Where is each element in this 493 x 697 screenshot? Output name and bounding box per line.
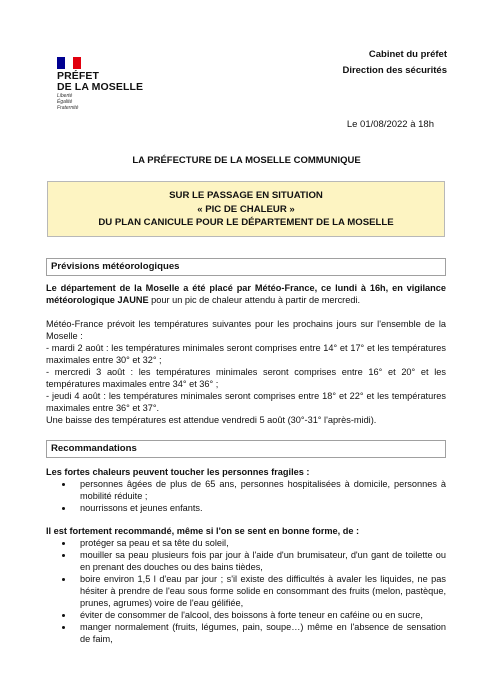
forecast-day-thursday: - jeudi 4 août : les températures minimales seront comprises entre 18° et 22° et les températures maximales entre 36° et 37°. [46, 391, 446, 413]
logo-line2: DE LA MOSELLE [57, 81, 144, 93]
forecast-closing: Une baisse des températures est attendue vendredi 5 août (30°-31° l'après-midi). [46, 415, 377, 425]
sender-direction: Direction des sécurités [342, 64, 447, 76]
forecast-intro: Météo-France prévoit les températures suivantes pour les prochains jours sur l'ensemble de la Moselle : [46, 319, 446, 341]
flag-white [65, 57, 73, 69]
fragile-heading-text: Les fortes chaleurs peuvent toucher les personnes fragiles : [46, 467, 310, 477]
list-item: • éviter de consommer de l'alcool, des boissons à forte teneur en caféine ou en sucre, [74, 609, 446, 621]
fragile-list [46, 478, 446, 514]
prefecture-logo-text [57, 71, 143, 93]
advice-heading [46, 525, 446, 537]
logo-line1: PRÉFET [57, 70, 100, 82]
section-title-forecast: Prévisions météorologiques [46, 258, 446, 276]
republic-motto [57, 93, 78, 111]
vigilance-paragraph [46, 282, 446, 306]
vigilance-bold: Le département de la Moselle a été placé par Météo-France, ce lundi à 16h, en vigilance météorologique JAUNE [46, 283, 446, 305]
title-banner [47, 181, 445, 237]
forecast-day-tuesday: - mardi 2 août : les températures minimales seront comprises entre 14° et 17° et les températures maximales entre 30° et 32° ; [46, 343, 446, 365]
vigilance-rest: pour un pic de chaleur attendu à partir de mercredi. [148, 295, 361, 305]
advice-heading-text: Il est fortement recommandé, même si l'on se sent en bonne forme, de : [46, 526, 360, 536]
list-item: • nourrissons et jeunes enfants. [74, 502, 446, 514]
forecast-body [46, 282, 446, 426]
section-title-recommendations: Recommandations [46, 440, 446, 458]
motto-egalite: Égalité [57, 99, 73, 105]
flag-red [73, 57, 81, 69]
sender-block [342, 47, 447, 78]
fragile-heading [46, 466, 446, 478]
list-item: • mouiller sa peau plusieurs fois par jour à l'aide d'un brumisateur, d'un gant de toilette ou en prenant des douches ou des bains tièdes, [74, 549, 446, 573]
document-date: Le 01/08/2022 à 18h [346, 119, 434, 130]
list-item: • protéger sa peau et sa tête du soleil, [74, 537, 446, 549]
banner-line1: SUR LE PASSAGE EN SITUATION [169, 190, 323, 201]
motto-fraternite: Fraternité [57, 105, 79, 111]
list-item: • personnes âgées de plus de 65 ans, personnes hospitalisées à domicile, personnes à mobilité réduite ; [74, 478, 446, 502]
communique-heading: LA PRÉFECTURE DE LA MOSELLE COMMUNIQUE [132, 155, 361, 166]
recommendations-body [46, 466, 446, 645]
sender-cabinet: Cabinet du préfet [368, 49, 447, 60]
marianne-flag-icon [57, 57, 81, 69]
list-item: • manger normalement (fruits, légumes, pain, soupe…) même en l'absence de sensation de faim, [74, 621, 446, 645]
banner-line3: DU PLAN CANICULE POUR LE DÉPARTEMENT DE LA MOSELLE [98, 217, 394, 228]
flag-blue [57, 57, 65, 69]
motto-liberte: Liberté [57, 93, 73, 99]
banner-line2: « PIC DE CHALEUR » [197, 203, 295, 215]
advice-list [46, 537, 446, 645]
forecast-day-wednesday: - mercredi 3 août : les températures minimales seront comprises entre 16° et 20° et les températures maximales entre 34° et 36° ; [46, 367, 446, 389]
list-item: • boire environ 1,5 l d'eau par jour ; s'il existe des difficultés à avaler les liquides, ne pas hésiter à prendre de l'eau sous forme solide en consommant des fruits (melon, pastèque, prunes, agrumes) voire de l'eau gélifiée, [74, 573, 446, 609]
